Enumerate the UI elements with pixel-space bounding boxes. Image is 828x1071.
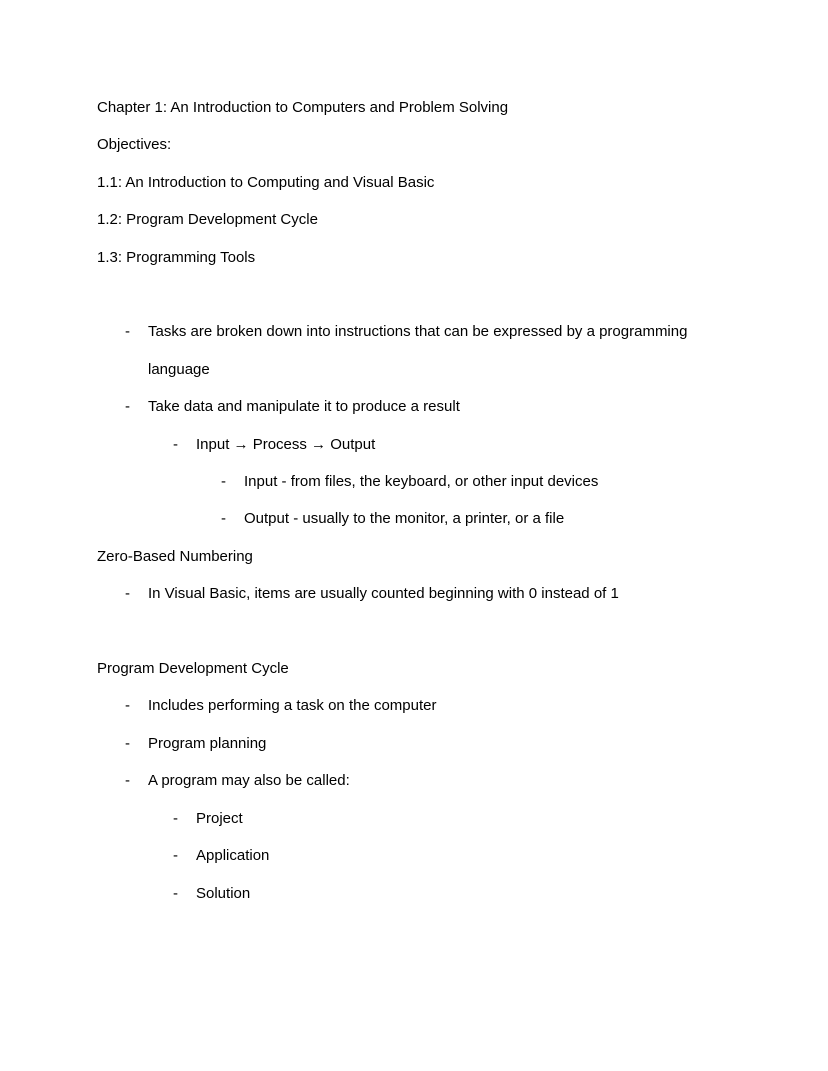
bullet-marker: - <box>173 809 178 827</box>
bullet-marker: - <box>125 585 130 603</box>
bullet-item <box>97 313 731 388</box>
bullet-text: Program planning <box>148 734 267 752</box>
paragraph-chapter-title: Chapter 1: An Introduction to Computers and Problem Solving <box>97 99 509 116</box>
bullet-item <box>97 875 731 912</box>
bullet-marker: - <box>125 697 130 715</box>
bullet-text: Application <box>196 847 270 865</box>
bullet-text: Take data and manipulate it to produce a result <box>148 398 460 416</box>
bullet-item <box>97 687 731 724</box>
bullet-marker: - <box>173 435 178 453</box>
bullet-text: Input → Process → Output <box>196 435 376 453</box>
bullet-marker: - <box>125 772 130 790</box>
bullet-text: Tasks are broken down into instructions that can be expressed by a programming language <box>148 323 688 378</box>
bullet-text: Input - from files, the keyboard, or other input devices <box>244 473 599 491</box>
bullet-text: A program may also be called: <box>148 772 350 790</box>
bullet-item <box>97 837 731 874</box>
bullet-item <box>97 388 731 425</box>
bullet-text: Solution <box>196 884 251 902</box>
bullet-item <box>97 725 731 762</box>
bullet-marker: - <box>125 398 130 416</box>
bullet-text: In Visual Basic, items are usually counted beginning with 0 instead of 1 <box>148 585 619 603</box>
paragraph-objective-1-1: 1.1: An Introduction to Computing and Visual Basic <box>97 173 435 191</box>
bullet-marker: - <box>125 734 130 752</box>
paragraph-program-development-cycle: Program Development Cycle <box>97 660 289 678</box>
bullet-marker: - <box>173 847 178 865</box>
paragraph-zero-based-numbering: Zero-Based Numbering <box>97 547 253 565</box>
bullet-marker: - <box>173 884 178 902</box>
bullet-item <box>97 575 731 612</box>
bullet-marker: - <box>221 510 226 528</box>
bullet-item <box>97 800 731 837</box>
blank-line <box>97 276 731 313</box>
bullet-marker: - <box>125 323 130 341</box>
bullet-item <box>97 500 731 537</box>
bullet-text: Includes performing a task on the computer <box>148 697 437 715</box>
bullet-item <box>97 463 731 500</box>
bullet-text: Project <box>196 809 243 827</box>
blank-line <box>97 613 731 650</box>
bullet-text: Output - usually to the monitor, a printer, or a file <box>244 510 565 528</box>
bullet-item <box>97 426 731 463</box>
paragraph-objective-1-2: 1.2: Program Development Cycle <box>97 211 318 229</box>
paragraph-objectives: Objectives: <box>97 136 172 154</box>
bullet-item <box>97 762 731 799</box>
bullet-marker: - <box>221 473 226 491</box>
paragraph-objective-1-3: 1.3: Programming Tools <box>97 248 256 266</box>
